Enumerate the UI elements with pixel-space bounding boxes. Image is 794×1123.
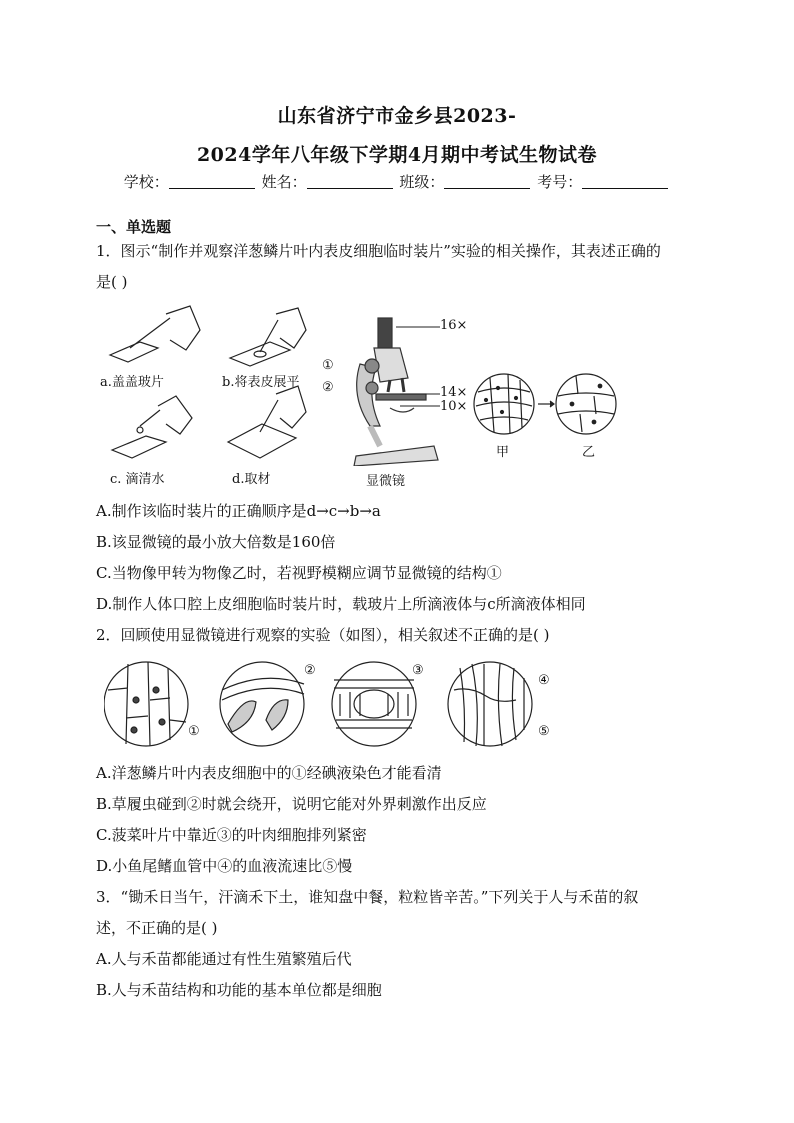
eyepiece: [378, 318, 392, 348]
cell-views-figure: [472, 370, 622, 440]
q3-option-b[interactable]: B.人与禾苗结构和功能的基本单位都是细胞: [96, 981, 382, 999]
cap-jia: 甲: [496, 445, 510, 460]
procedure-sketches: [100, 300, 330, 485]
eyepiece-leader: [396, 326, 440, 328]
view-yi: [556, 374, 616, 434]
class-blank[interactable]: [444, 174, 530, 189]
q2-mark-2: ②: [304, 663, 316, 678]
label-eyepiece: 16×: [440, 318, 468, 333]
q2-mark-1: ①: [188, 724, 200, 739]
q2-stem: 2．回顾使用显微镜进行观察的实验（如图），相关叙述不正确的是( ): [96, 626, 550, 644]
exam-no-label: 考号：: [537, 173, 583, 191]
q3-stem-line1: 3．“锄禾日当午，汗滴禾下土，谁知盘中餐，粒粒皆辛苦。”下列关于人与禾苗的叙: [96, 888, 639, 906]
q2-mark-3: ③: [412, 663, 424, 678]
q2-option-c[interactable]: C.菠菜叶片中靠近③的叶肉细胞排列紧密: [96, 826, 367, 844]
cap-b: b.将表皮展平: [222, 375, 300, 390]
q1-option-c[interactable]: C.当物像甲转为物像乙时，若视野模糊应调节显微镜的结构①: [96, 564, 502, 582]
q2-mark-4: ④: [538, 673, 550, 688]
base: [354, 446, 438, 466]
q1-option-d[interactable]: D.制作人体口腔上皮细胞临时装片时，载玻片上所滴液体与c所滴液体相同: [96, 595, 586, 613]
name-label: 姓名：: [261, 173, 307, 191]
cap-microscope: 显微镜: [366, 474, 406, 489]
view-onion: [104, 662, 188, 746]
slide-b: [230, 342, 290, 366]
school-blank[interactable]: [169, 174, 255, 189]
label-objective-10: 10×: [440, 399, 468, 414]
class-label: 班级：: [399, 173, 445, 191]
fine-knob: [366, 382, 378, 394]
q1-option-a[interactable]: A.制作该临时装片的正确顺序是d→c→b→a: [96, 502, 381, 520]
name-blank[interactable]: [307, 174, 393, 189]
coarse-knob: [365, 359, 379, 373]
objective-leaders: [400, 392, 440, 408]
q2-option-d[interactable]: D.小鱼尾鳍血管中④的血液流速比⑤慢: [96, 857, 353, 875]
cap-d: d.取材: [232, 472, 271, 487]
mark-1: ①: [322, 358, 334, 373]
exam-no-blank[interactable]: [582, 174, 668, 189]
school-label: 学校：: [123, 173, 169, 191]
mark-2: ②: [322, 380, 334, 395]
q2-figure: [104, 660, 544, 750]
view-paramecium: [220, 662, 304, 746]
q1-procedure-figure: [100, 300, 330, 485]
q2-mark-5: ⑤: [538, 724, 550, 739]
cap-c: c. 滴清水: [110, 472, 165, 487]
exam-title-line2: 2024学年八年级下学期4月期中考试生物试卷: [196, 144, 598, 166]
q2-micrographs: [104, 660, 544, 750]
q3-option-a[interactable]: A.人与禾苗都能通过有性生殖繁殖后代: [96, 950, 352, 968]
q2-option-a[interactable]: A.洋葱鳞片叶内表皮细胞中的①经碘液染色才能看清: [96, 764, 442, 782]
cap-a: a.盖盖玻片: [100, 375, 164, 390]
view-leaf: [332, 662, 416, 746]
q1-option-b[interactable]: B.该显微镜的最小放大倍数是160倍: [96, 533, 336, 551]
cap-yi: 乙: [582, 445, 596, 460]
q2-option-b[interactable]: B.草履虫碰到②时就会绕开，说明它能对外界刺激作出反应: [96, 795, 487, 813]
cell-views: [472, 370, 622, 440]
exam-title-line1: 山东省济宁市金乡县2023-: [277, 105, 517, 127]
q3-stem-line2: 述，不正确的是( ): [96, 919, 218, 937]
slide-c: [112, 436, 166, 458]
q1-stem-line1: 1．图示“制作并观察洋葱鳞片叶内表皮细胞临时装片”实验的相关操作，其表述正确的: [96, 242, 661, 260]
q1-stem-line2: 是( ): [96, 273, 128, 291]
label-objective-14: 14×: [440, 385, 468, 400]
student-info-row: [0, 171, 794, 192]
section-heading: 一、单选题: [96, 218, 172, 236]
